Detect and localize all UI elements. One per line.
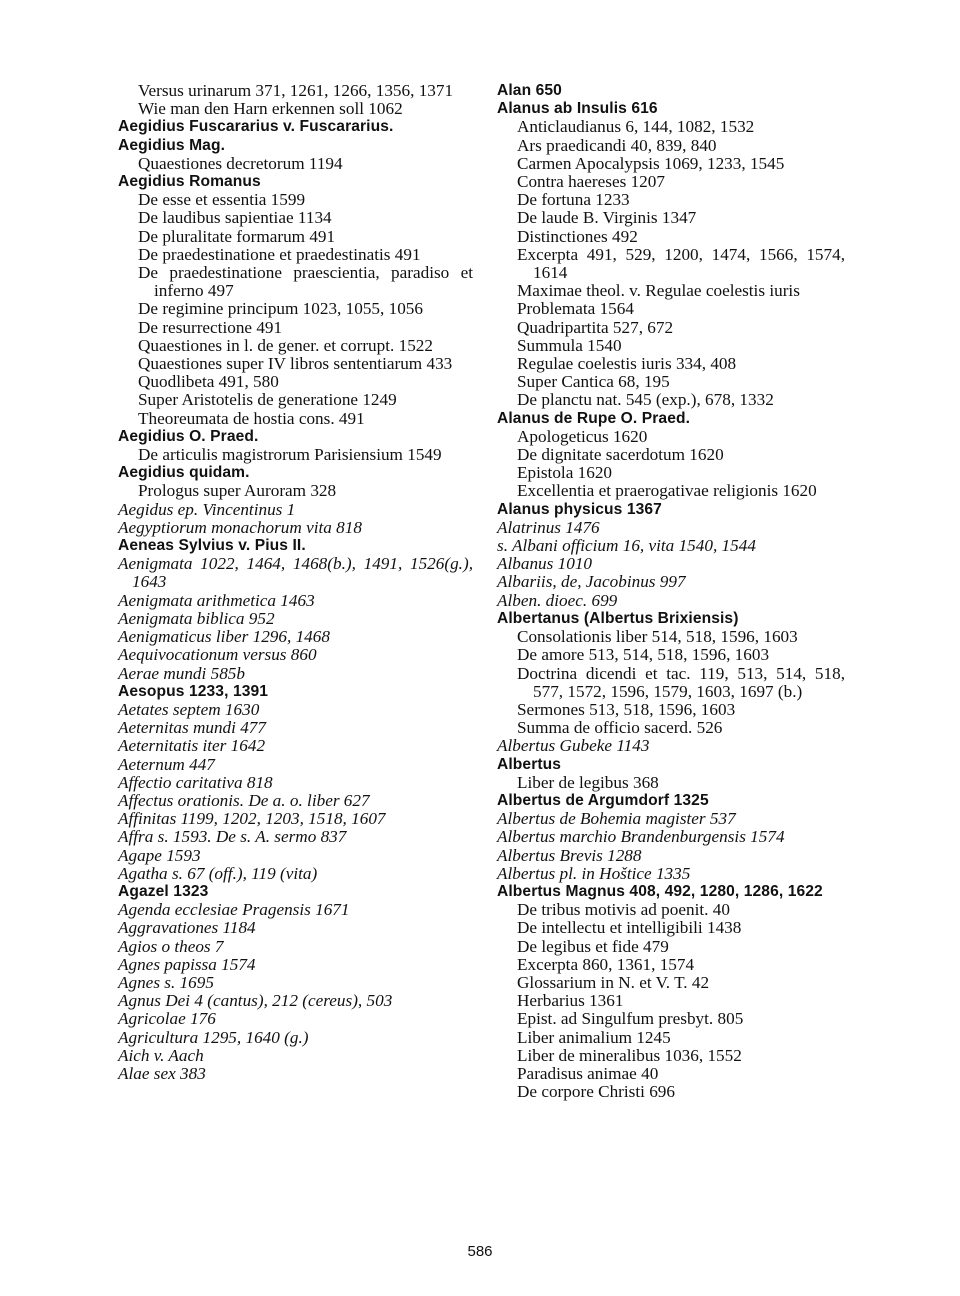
index-subentry: Quaestiones super IV libros sententiarum 433 [138,354,453,374]
index-heading: Aegyptiorum monachorum vita 818 [118,517,362,537]
index-heading: Alan 650 [497,82,562,99]
index-subentry: Quodlibeta 491, 580 [138,372,279,392]
index-heading: Affinitas 1199, 1202, 1203, 1518, 1607 [118,809,386,829]
index-subentry: Wie man den Harn erkennen soll 1062 [138,99,403,119]
index-subentry: De tribus motivis ad poenit. 40 [517,900,730,920]
index-heading: Albertanus (Albertus Brixiensis) [497,609,739,627]
index-subentry: Quaestiones in l. de gener. et corrupt. 1522 [138,335,433,355]
index-heading: Aegidius quidam. [118,464,250,482]
index-subentry: Quaestiones decretorum 1194 [138,153,343,173]
index-heading: Aggravationes 1184 [118,918,256,938]
index-heading: Aeternum 447 [118,754,215,774]
index-subentry: Maximae theol. v. Regulae coelestis iuris [517,281,800,301]
index-heading: Agatha s. 67 (off.), 119 (vita) [118,863,318,883]
index-subentry: De praedestinatione praescientia, paradiso et inferno 497 [138,263,473,301]
index-subentry: Doctrina dicendi et tac. 119, 513, 514, 518, 577, 1572, 1596, 1579, 1603, 1697 (b.) [517,663,845,701]
index-subentry: Summa de officio sacerd. 526 [517,718,723,738]
index-heading: s. Albani officium 16, vita 1540, 1544 [497,536,756,556]
index-subentry: Excerpta 491, 529, 1200, 1474, 1566, 1574, 1614 [517,244,845,283]
index-heading: Aenigmata 1022, 1464, 1468(b.), 1491, 1526(g.), 1643 [118,554,473,592]
index-heading: Aegidius Mag. [118,136,225,154]
index-heading: Alanus de Rupe O. Praed. [497,409,691,427]
index-heading: Aeternitas mundi 477 [118,718,266,738]
index-heading: Agnes s. 1695 [118,972,214,992]
index-heading: Aenigmaticus liber 1296, 1468 [118,627,330,647]
index-heading: Aetates septem 1630 [118,699,260,719]
index-heading: Agenda ecclesiae Pragensis 1671 [118,900,350,920]
index-subentry: Glossarium in N. et V. T. 42 [517,972,710,992]
index-heading: Agazel 1323 [118,882,209,900]
index-heading: Albertus Gubeke 1143 [497,736,650,756]
index-subentry: Sermones 513, 518, 1596, 1603 [517,699,736,719]
index-heading: Aegidius Romanus [118,173,261,191]
index-heading: Aegidus ep. Vincentinus 1 [118,499,296,519]
index-subentry: Super Aristotelis de generatione 1249 [138,390,397,410]
index-heading: Aeneas Sylvius v. Pius II. [118,537,306,555]
index-subentry: Liber animalium 1245 [517,1027,671,1047]
index-subentry: Versus urinarum 371, 1261, 1266, 1356, 1371 [138,81,454,100]
index-heading: Agricolae 176 [118,1009,216,1029]
index-heading: Alanus ab Insulis 616 [497,100,658,118]
index-heading: Agnus Dei 4 (cantus), 212 (cereus), 503 [118,991,393,1011]
index-subentry: Carmen Apocalypsis 1069, 1233, 1545 [517,153,785,173]
index-subentry: De corpore Christi 696 [517,1082,675,1102]
index-heading: Aenigmata biblica 952 [118,608,275,628]
index-heading: Aegidius O. Praed. [118,427,259,445]
index-subentry: De planctu nat. 545 (exp.), 678, 1332 [517,390,774,410]
index-heading: Agricultura 1295, 1640 (g.) [118,1027,309,1047]
index-heading: Albertus [497,755,562,773]
index-subentry: De amore 513, 514, 518, 1596, 1603 [517,645,770,665]
index-subentry: Prologus super Auroram 328 [138,481,337,501]
page-number: 586 [467,1243,493,1260]
index-heading: Albertus Brevis 1288 [497,845,642,865]
index-heading: Affra s. 1593. De s. A. sermo 837 [118,827,347,847]
index-column-right [497,82,845,1101]
index-heading: Aequivocationum versus 860 [118,645,317,665]
index-subentry: Consolationis liber 514, 518, 1596, 1603 [517,627,798,647]
index-heading: Aeternitatis iter 1642 [118,736,266,756]
index-heading: Alatrinus 1476 [497,517,600,537]
index-subentry: Liber de mineralibus 1036, 1552 [517,1045,742,1065]
index-heading: Albertus Magnus 408, 492, 1280, 1286, 1622 [497,882,823,900]
index-subentry: De articulis magistrorum Parisiensium 1549 [138,445,442,465]
index-subentry: Anticlaudianus 6, 144, 1082, 1532 [517,117,755,137]
index-subentry: Ars praedicandi 40, 839, 840 [517,135,717,155]
index-heading: Albertus pl. in Hoštice 1335 [497,863,691,883]
index-subentry: Epist. ad Singulfum presbyt. 805 [517,1009,744,1029]
index-subentry: De resurrectione 491 [138,317,283,337]
index-subentry: Herbarius 1361 [517,991,624,1011]
index-subentry: Apologeticus 1620 [517,426,648,446]
index-heading: Agnes papissa 1574 [118,954,256,974]
index-subentry: De intellectu et intelligibili 1438 [517,918,742,938]
index-subentry: Distinctiones 492 [517,226,638,246]
index-heading: Aegidius Fuscararius v. Fuscararius. [118,118,394,136]
index-subentry: Paradisus animae 40 [517,1063,659,1083]
index-heading: Agios o theos 7 [118,936,224,956]
index-heading: Alanus physicus 1367 [497,500,662,518]
index-heading: Affectio caritativa 818 [118,772,273,792]
index-subentry: Quadripartita 527, 672 [517,317,674,337]
index-subentry: De legibus et fide 479 [517,936,669,956]
index-heading: Aich v. Aach [118,1045,204,1065]
index-heading: Agape 1593 [118,845,201,865]
index-heading: Albariis, de, Jacobinus 997 [497,572,686,592]
index-heading: Alben. dioec. 699 [497,590,618,610]
index-column-left [118,82,473,1083]
index-subentry: De dignitate sacerdotum 1620 [517,445,724,465]
index-subentry: De praedestinatione et praedestinatis 491 [138,244,421,264]
index-subentry: De esse et essentia 1599 [138,190,306,210]
index-heading: Aerae mundi 585b [118,663,245,683]
index-subentry: De pluralitate formarum 491 [138,226,336,246]
index-subentry: Liber de legibus 368 [517,772,659,792]
index-subentry: Theoreumata de hostia cons. 491 [138,408,365,428]
index-heading: Albanus 1010 [497,554,593,574]
index-subentry: Contra haereses 1207 [517,172,665,192]
index-heading: Albertus marchio Brandenburgensis 1574 [497,827,785,847]
index-heading: Affectus orationis. De a. o. liber 627 [118,790,370,810]
index-subentry: De regimine principum 1023, 1055, 1056 [138,299,423,319]
index-subentry: Regulae coelestis iuris 334, 408 [517,354,737,374]
index-subentry: Problemata 1564 [517,299,634,319]
index-heading: Aesopus 1233, 1391 [118,682,269,700]
index-subentry: De laude B. Virginis 1347 [517,208,697,228]
index-heading: Alae sex 383 [118,1063,206,1083]
index-subentry: Super Cantica 68, 195 [517,372,670,392]
index-subentry: Excellentia et praerogativae religionis 1620 [517,481,817,501]
index-subentry: Summula 1540 [517,335,622,355]
index-subentry: De laudibus sapientiae 1134 [138,208,332,228]
index-subentry: Excerpta 860, 1361, 1574 [517,954,695,974]
index-subentry: De fortuna 1233 [517,190,630,210]
index-heading: Albertus de Argumdorf 1325 [497,791,709,809]
index-heading: Aenigmata arithmetica 1463 [118,590,315,610]
index-heading: Albertus de Bohemia magister 537 [497,809,736,829]
index-subentry: Epistola 1620 [517,463,613,483]
